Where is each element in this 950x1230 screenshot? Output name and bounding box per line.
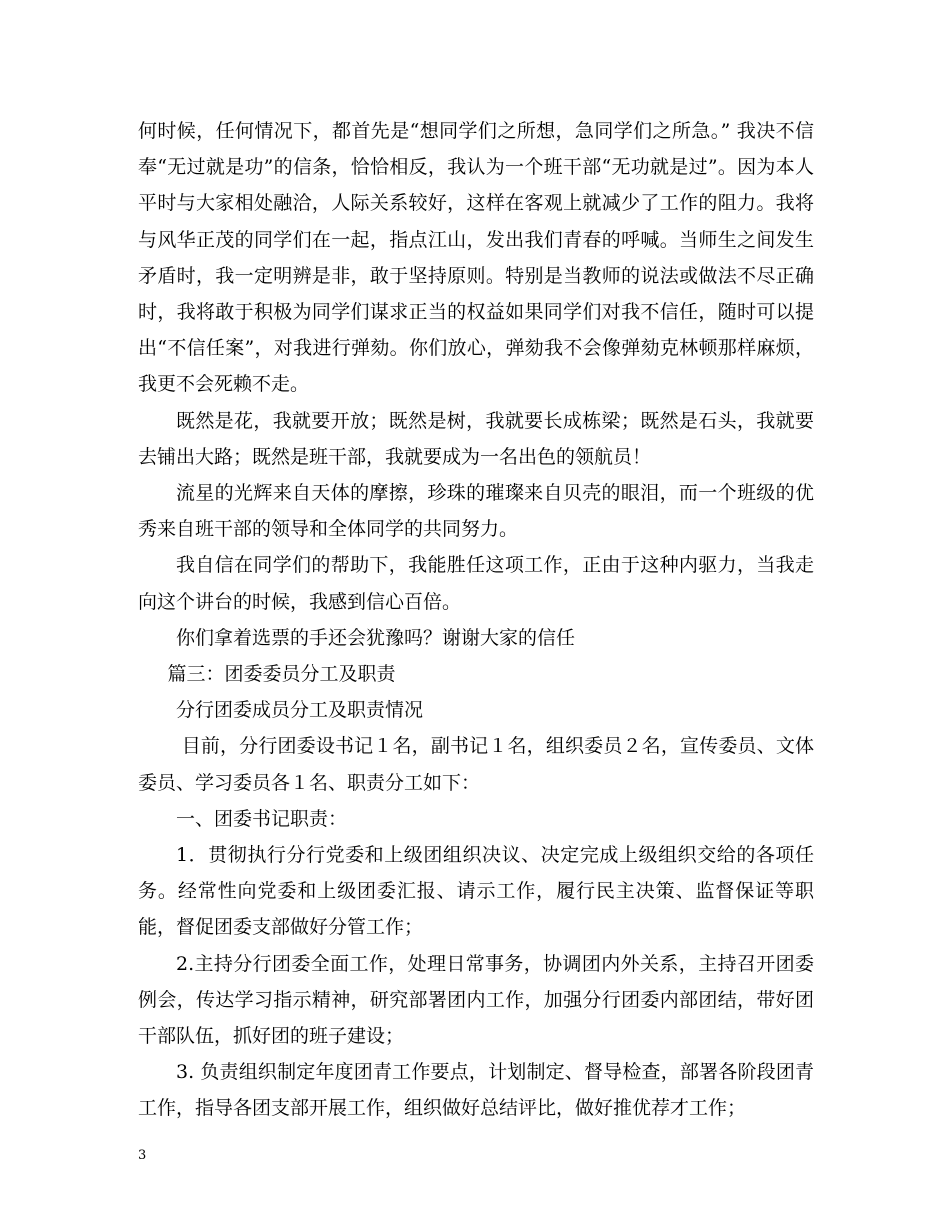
paragraph-flower: 既然是花，我就要开放；既然是树，我就要长成栋梁；既然是石头，我就要去铺出大路；既然是班干部，我就要成为一名出色的领航员！ [138, 409, 814, 468]
duty-item-3: 3. 负责组织制定年度团青工作要点，计划制定、督导检查，部署各阶段团青工作，指导各团支部开展工作，组织做好总结评比，做好推优荐才工作； [138, 1061, 814, 1120]
paragraph-confidence: 我自信在同学们的帮助下，我能胜任这项工作，正由于这种内驱力，当我走向这个讲台的时候，我感到信心百倍。 [138, 554, 814, 613]
paragraph-overview: 目前，分行团委设书记１名，副书记１名，组织委员２名，宣传委员、文体委员、学习委员各１名、职责分工如下： [138, 735, 814, 794]
paragraph-closing: 你们拿着选票的手还会犹豫吗？谢谢大家的信任 [176, 626, 576, 649]
page-number: 3 [138, 1148, 147, 1163]
duty-item-2: 2.主持分行团委全面工作，处理日常事务，协调团内外关系，主持召开团委例会，传达学习指示精神，研究部署团内工作，加强分行团委内部团结，带好团干部队伍，抓好团的班子建设； [138, 952, 814, 1048]
duty-item-1: 1．贯彻执行分行党委和上级团组织决议、决定完成上级组织交给的各项任务。经常性向党委和上级团委汇报、请示工作，履行民主决策、监督保证等职能，督促团委支部做好分管工作； [138, 844, 814, 939]
document-body [138, 113, 814, 1127]
paragraph-continued: 何时候，任何情况下，都首先是“想同学们之所想，急同学们之所急。” 我决不信奉“无过就是功”的信条，恰恰相反，我认为一个班干部“无功就是过”。因为本人平时与大家相处融洽，人际关系较好，这样在客观上就减少了工作的阻力。我将与风华正茂的同学们在一起，指点江山，发出我们青春的呼喊。当师生之间发生矛盾时，我一定明辨是非，敢于坚持原则。特别是当教师的说法或做法不尽正确时，我将敢于积极为同学们谋求正当的权益如果同学们对我不信任，随时可以提出“不信任案”，对我进行弹劾。你们放心，弹劾我不会像弹劾克林顿那样麻烦，我更不会死赖不走。 [138, 120, 814, 396]
section-heading: 篇三：团委委员分工及职责 [167, 663, 396, 686]
paragraph-meteor: 流星的光辉来自天体的摩擦，珍珠的璀璨来自贝壳的眼泪，而一个班级的优秀来自班干部的领导和全体同学的共同努力。 [138, 482, 814, 541]
subsection-heading: 一、团委书记职责： [176, 807, 348, 830]
section-subtitle: 分行团委成员分工及职责情况 [176, 699, 424, 722]
